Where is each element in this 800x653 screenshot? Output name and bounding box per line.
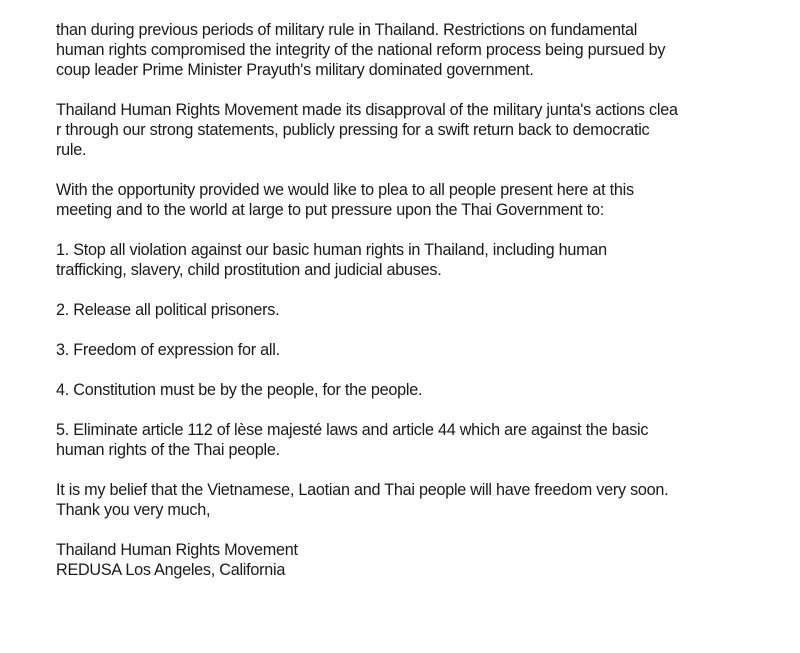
- paragraph-gap: [56, 400, 776, 420]
- signature-block: Thailand Human Rights Movement REDUSA Los Angeles, California: [56, 541, 298, 579]
- paragraph-gap: [56, 520, 776, 540]
- paragraph-disapproval: Thailand Human Rights Movement made its disapproval of the military junta's actions clea r through our strong statements, publicly pressing for a swift return back to democratic rule.: [56, 101, 678, 159]
- demand-item-2: 2. Release all political prisoners.: [56, 301, 280, 319]
- demand-item-4: 4. Constitution must be by the people, for the people.: [56, 381, 423, 399]
- paragraph-gap: [56, 220, 776, 240]
- paragraph-gap: [56, 160, 776, 180]
- paragraph-plea: With the opportunity provided we would like to plea to all people present here at this meeting and to the world at large to put pressure upon the Thai Government to:: [56, 181, 634, 219]
- paragraph-gap: [56, 360, 776, 380]
- paragraph-gap: [56, 460, 776, 480]
- demand-item-3: 3. Freedom of expression for all.: [56, 341, 280, 359]
- paragraph-gap: [56, 80, 776, 100]
- document-body: [56, 20, 776, 580]
- demand-item-1: 1. Stop all violation against our basic human rights in Thailand, including human trafficking, slavery, child prostitution and judicial abuses.: [56, 241, 607, 279]
- paragraph-restrictions: than during previous periods of military rule in Thailand. Restrictions on fundamental human rights compromised the integrity of the national reform process being pursued by coup leader Prime Minister Prayuth's military dominated government.: [56, 21, 666, 79]
- paragraph-gap: [56, 280, 776, 300]
- paragraph-closing: It is my belief that the Vietnamese, Laotian and Thai people will have freedom very soon. Thank you very much,: [56, 481, 669, 519]
- demand-item-5: 5. Eliminate article 112 of lèse majesté laws and article 44 which are against the basic human rights of the Thai people.: [56, 421, 649, 459]
- paragraph-gap: [56, 320, 776, 340]
